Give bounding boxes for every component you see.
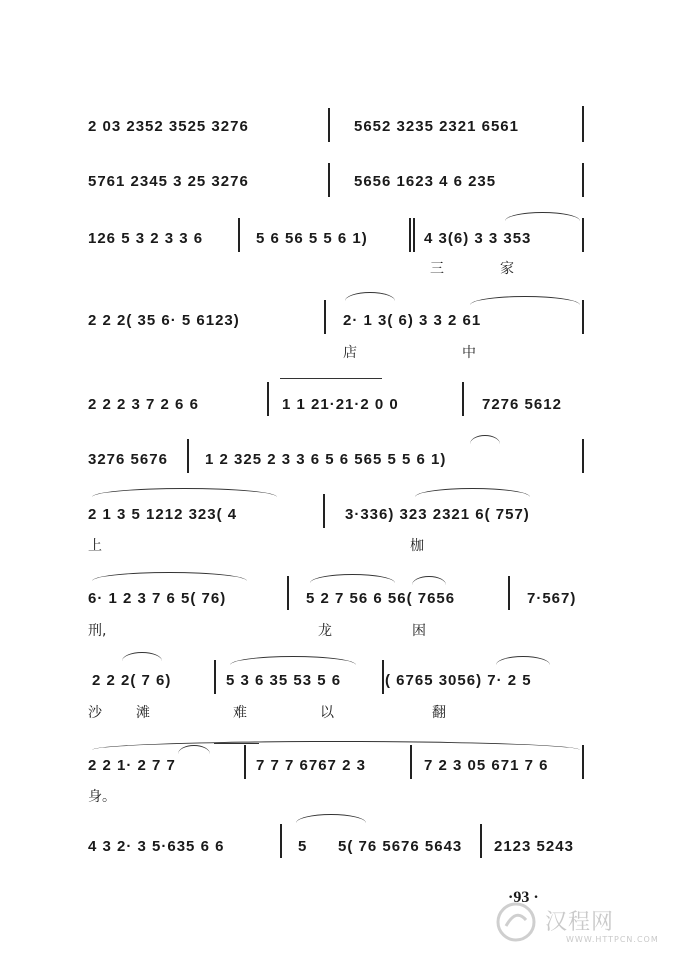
lyric-char: 身。 <box>88 789 116 805</box>
score-segment: 2· 1 3( 6) 3 3 2 61 <box>343 312 482 329</box>
barline <box>582 218 584 252</box>
lyric-char: 困 <box>412 623 426 639</box>
lyric-char: 翻 <box>432 705 446 721</box>
score-line-9 <box>0 672 679 706</box>
score-segment: 7 2 3 05 671 7 6 <box>424 757 549 774</box>
score-segment: 5761 2345 3 25 3276 <box>88 173 249 190</box>
barline <box>413 218 415 252</box>
score-segment: 5652 3235 2321 6561 <box>354 118 519 135</box>
lyric-char: 以 <box>320 705 334 721</box>
lyric-char: 家 <box>500 261 514 277</box>
score-segment: 5 <box>298 838 308 855</box>
lyric-char: 店 <box>343 345 357 361</box>
slur <box>345 292 395 301</box>
score-segment: 2 1 3 5 1212 323( 4 <box>88 506 238 523</box>
score-line-11 <box>0 838 679 872</box>
score-segment: 4 3(6) 3 3 353 <box>424 230 532 247</box>
tie-line <box>214 743 259 744</box>
score-segment: ( 6765 3056) 7· 2 5 <box>385 672 532 689</box>
lyric-line-9 <box>0 702 679 736</box>
slur <box>92 741 580 750</box>
barline <box>508 576 510 610</box>
score-segment: 2 2 1· 2 7 7 <box>88 757 176 774</box>
barline <box>409 218 411 252</box>
lyric-line-4 <box>0 342 679 376</box>
score-segment: 4 3 2· 3 5·635 6 6 <box>88 838 225 855</box>
barline <box>214 660 216 694</box>
score-segment: 7·567) <box>527 590 577 607</box>
score-segment: 5 2 7 56 6 56( 7656 <box>306 590 456 607</box>
barline <box>582 439 584 473</box>
barline <box>382 660 384 694</box>
slur <box>92 572 247 581</box>
lyric-char: 滩 <box>136 705 150 721</box>
lyric-char: 难 <box>233 705 247 721</box>
score-segment: 126 5 3 2 3 3 6 <box>88 230 204 247</box>
slur <box>505 212 580 221</box>
score-line-8 <box>0 590 679 624</box>
lyric-line-3 <box>0 258 679 292</box>
barline <box>582 300 584 334</box>
score-line-5 <box>0 396 679 430</box>
score-line-6 <box>0 451 679 485</box>
slur <box>470 435 500 444</box>
underline <box>280 378 382 379</box>
lyric-char: 三 <box>430 261 444 277</box>
barline <box>582 163 584 197</box>
score-segment: 3276 5676 <box>88 451 168 468</box>
score-segment: 6· 1 2 3 7 6 5( 76) <box>88 590 227 607</box>
barline <box>410 745 412 779</box>
score-line-4 <box>0 312 679 346</box>
lyric-char: 枷 <box>410 538 424 554</box>
barline <box>267 382 269 416</box>
slur <box>470 296 580 305</box>
score-segment: 2 03 2352 3525 3276 <box>88 118 249 135</box>
barline <box>280 824 282 858</box>
lyric-char: 龙 <box>318 623 332 639</box>
barline <box>328 163 330 197</box>
barline <box>328 108 330 142</box>
watermark-brand: 汉程网 <box>545 910 615 935</box>
barline <box>582 106 584 142</box>
score-segment: 2 2 2( 35 6· 5 6123) <box>88 312 240 329</box>
score-segment: 5 6 56 5 5 6 1) <box>256 230 368 247</box>
score-segment: 1 1 21·21·2 0 0 <box>282 396 399 413</box>
score-line-2 <box>0 173 679 207</box>
slur <box>496 656 550 665</box>
barline <box>324 300 326 334</box>
score-segment: 5656 1623 4 6 235 <box>354 173 497 190</box>
slur <box>310 574 395 583</box>
barline <box>287 576 289 610</box>
barline <box>323 494 325 528</box>
barline <box>582 745 584 779</box>
score-segment: 3·336) 323 2321 6( 757) <box>345 506 530 523</box>
score-segment: 5 3 6 35 53 5 6 <box>226 672 342 689</box>
lyric-line-8 <box>0 620 679 654</box>
score-line-1 <box>0 118 679 152</box>
slur <box>230 656 356 665</box>
lyric-char: 沙 <box>88 705 102 721</box>
lyric-char: 刑, <box>88 623 107 639</box>
score-segment: 7 7 7 6767 2 3 <box>256 757 366 774</box>
barline <box>244 745 246 779</box>
lyric-line-7 <box>0 535 679 569</box>
score-segment: 2 2 2 3 7 2 6 6 <box>88 396 199 413</box>
score-segment: 1 2 325 2 3 3 6 5 6 565 5 5 6 1) <box>205 451 447 468</box>
barline <box>187 439 189 473</box>
barline <box>238 218 240 252</box>
lyric-char: 中 <box>462 345 476 361</box>
page-number: ·93 · <box>508 889 539 906</box>
score-segment: 7276 5612 <box>482 396 562 413</box>
slur <box>412 576 446 585</box>
score-segment: 5( 76 5676 5643 <box>338 838 463 855</box>
lyric-char: 上 <box>88 538 102 554</box>
barline <box>462 382 464 416</box>
slur <box>92 488 277 497</box>
watermark-logo-icon <box>494 900 538 944</box>
barline <box>480 824 482 858</box>
slur <box>415 488 530 497</box>
watermark-url: WWW.HTTPCN.COM <box>566 935 659 944</box>
score-segment: 2123 5243 <box>494 838 574 855</box>
score-segment: 2 2 2( 7 6) <box>92 672 172 689</box>
